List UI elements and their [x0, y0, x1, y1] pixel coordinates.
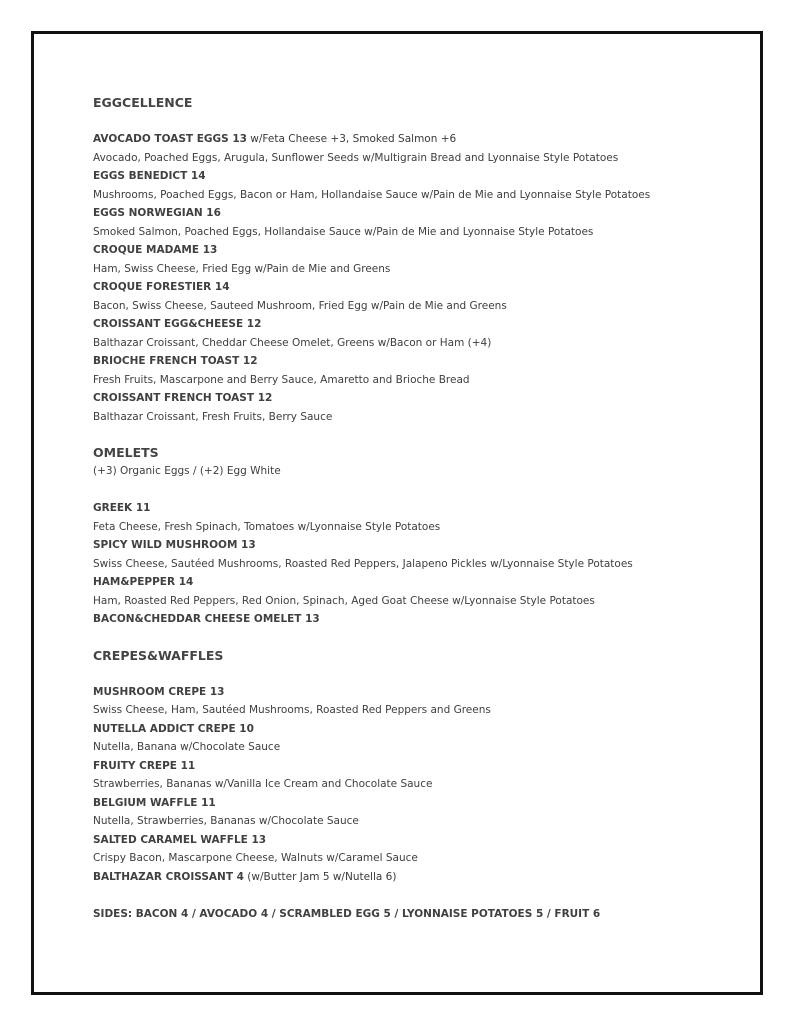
section-title-eggcellence: EGGCELLENCE [93, 95, 193, 110]
menu-item-salted-caramel-waffle: SALTED CARAMEL WAFFLE 13 [93, 833, 267, 846]
item-description: Avocado, Poached Eggs, Arugula, Sunflower Seeds w/Multigrain Bread and Lyonnaise Style Potatoes [93, 151, 619, 164]
menu-item-avocado-toast-eggs [93, 130, 753, 149]
item-extra: (w/Butter Jam 5 w/Nutella 6) [243, 870, 397, 883]
menu-item-fruity-crepe: FRUITY CREPE 11 [93, 759, 196, 772]
menu-item-nutella-addict-crepe: NUTELLA ADDICT CREPE 10 [93, 722, 254, 735]
item-description: Ham, Swiss Cheese, Fried Egg w/Pain de Mie and Greens [93, 262, 391, 275]
item-description: Mushrooms, Poached Eggs, Bacon or Ham, Hollandaise Sauce w/Pain de Mie and Lyonnaise Style Potatoes [93, 188, 651, 201]
item-description: Ham, Roasted Red Peppers, Red Onion, Spinach, Aged Goat Cheese w/Lyonnaise Style Potatoes [93, 594, 595, 607]
menu-item-croque-madame: CROQUE MADAME 13 [93, 244, 218, 256]
menu-item-croque-forestier: CROQUE FORESTIER 14 [93, 281, 230, 293]
item-description: Smoked Salmon, Poached Eggs, Hollandaise Sauce w/Pain de Mie and Lyonnaise Style Potatoes [93, 225, 594, 238]
menu-item-greek: GREEK 11 [93, 502, 151, 514]
item-description: Swiss Cheese, Sautéed Mushrooms, Roasted Red Peppers, Jalapeno Pickles w/Lyonnaise Style Potatoes [93, 557, 633, 570]
menu-item-eggs-benedict: EGGS BENEDICT 14 [93, 170, 206, 182]
item-description: Crispy Bacon, Mascarpone Cheese, Walnuts w/Caramel Sauce [93, 852, 418, 864]
menu-item-eggs-norwegian: EGGS NORWEGIAN 16 [93, 207, 221, 219]
item-name: BALTHAZAR CROISSANT 4 [93, 870, 244, 883]
item-description: Feta Cheese, Fresh Spinach, Tomatoes w/Lyonnaise Style Potatoes [93, 520, 441, 533]
item-description: Balthazar Croissant, Fresh Fruits, Berry Sauce [93, 410, 333, 423]
section-title-omelets: OMELETS [93, 445, 159, 460]
menu-item-croissant-egg-cheese: CROISSANT EGG&CHEESE 12 [93, 318, 262, 330]
menu-item-ham-pepper: HAM&PEPPER 14 [93, 576, 194, 588]
menu-item-brioche-french-toast: BRIOCHE FRENCH TOAST 12 [93, 355, 258, 367]
menu-item-spicy-wild-mushroom: SPICY WILD MUSHROOM 13 [93, 539, 256, 551]
item-description: Fresh Fruits, Mascarpone and Berry Sauce, Amaretto and Brioche Bread [93, 373, 470, 386]
item-description: Balthazar Croissant, Cheddar Cheese Omelet, Greens w/Bacon or Ham (+4) [93, 336, 492, 349]
menu-item-belgium-waffle: BELGIUM WAFFLE 11 [93, 796, 216, 809]
item-description: Bacon, Swiss Cheese, Sauteed Mushroom, Fried Egg w/Pain de Mie and Greens [93, 299, 507, 312]
sides-line: SIDES: BACON 4 / AVOCADO 4 / SCRAMBLED EGG 5 / LYONNAISE POTATOES 5 / FRUIT 6 [93, 907, 601, 920]
menu-item-balthazar-croissant [93, 868, 753, 887]
menu-item-mushroom-crepe: MUSHROOM CREPE 13 [93, 685, 225, 698]
item-description: Nutella, Banana w/Chocolate Sauce [93, 741, 281, 753]
item-name: AVOCADO TOAST EGGS 13 [93, 133, 247, 145]
menu-content [93, 94, 753, 923]
item-description: Strawberries, Bananas w/Vanilla Ice Cream and Chocolate Sauce [93, 778, 433, 790]
menu-item-croissant-french-toast: CROISSANT FRENCH TOAST 12 [93, 392, 273, 404]
item-extra: w/Feta Cheese +3, Smoked Salmon +6 [246, 133, 457, 145]
item-description: Nutella, Strawberries, Bananas w/Chocolate Sauce [93, 815, 359, 827]
menu-item-bacon-cheddar-omelet: BACON&CHEDDAR CHEESE OMELET 13 [93, 613, 320, 625]
section-title-crepes-waffles: CREPES&WAFFLES [93, 647, 224, 663]
omelet-note: (+3) Organic Eggs / (+2) Egg White [93, 465, 281, 477]
item-description: Swiss Cheese, Ham, Sautéed Mushrooms, Roasted Red Peppers and Greens [93, 704, 491, 716]
